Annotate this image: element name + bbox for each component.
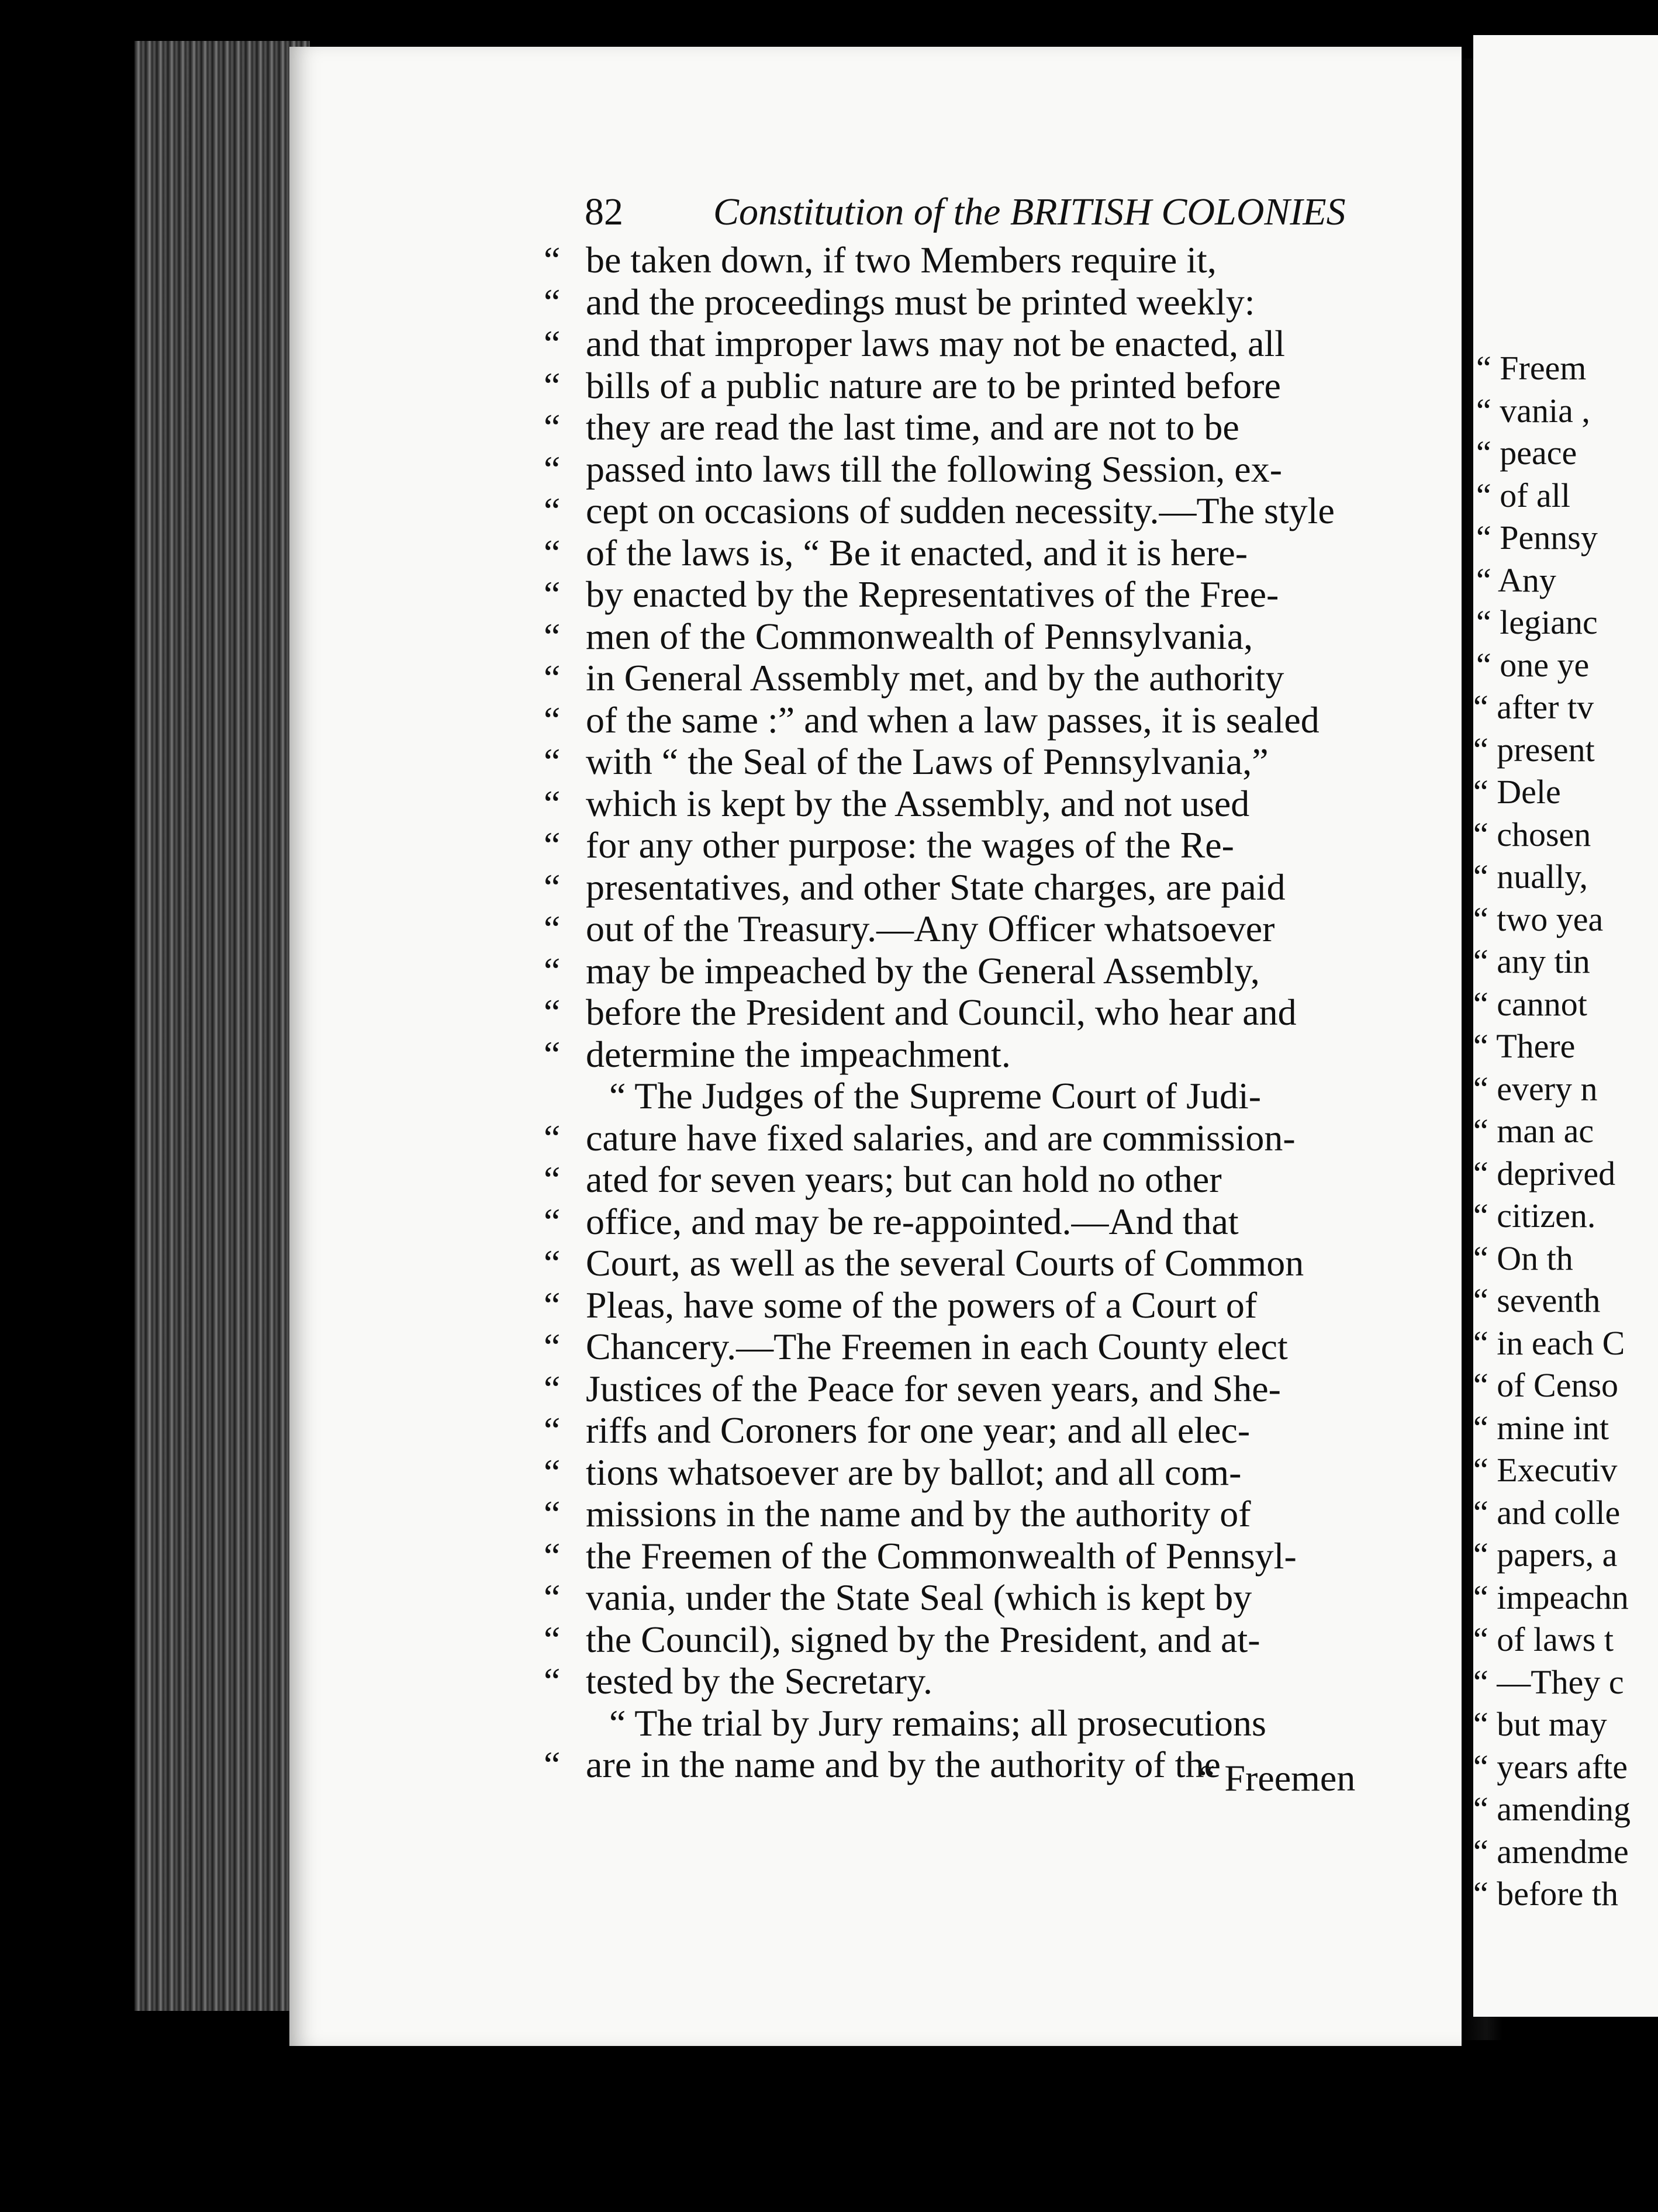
quote-mark: “ — [544, 1159, 561, 1200]
right-text-line: “ after tv — [1473, 688, 1594, 726]
line-text: missions in the name and by the authority of — [586, 1493, 1251, 1534]
text-line — [544, 1494, 1251, 1534]
line-text: are in the name and by the authority of the — [586, 1744, 1221, 1785]
right-text-line: “ deprived — [1473, 1154, 1616, 1193]
text-line — [544, 951, 1260, 991]
quote-mark: “ — [544, 490, 561, 531]
text-line — [544, 992, 1297, 1033]
text-line — [544, 658, 1284, 699]
right-text-line: “ of all — [1476, 476, 1571, 514]
quote-mark: “ — [544, 782, 561, 824]
text-line — [544, 533, 1248, 573]
text-line — [544, 1368, 1281, 1409]
line-text: cept on occasions of sudden necessity.—The style — [586, 490, 1335, 531]
line-text: passed into laws till the following Session, ex- — [586, 448, 1282, 490]
line-text: determine the impeachment. — [586, 1033, 1011, 1075]
quote-mark: “ — [544, 406, 561, 448]
line-text: Court, as well as the several Courts of Common — [586, 1242, 1304, 1284]
line-text: ated for seven years; but can hold no other — [586, 1159, 1222, 1200]
book-fore-edge — [134, 41, 310, 2011]
text-line — [544, 1619, 1260, 1660]
right-text-line: “ chosen — [1473, 815, 1591, 853]
quote-mark: “ — [544, 1577, 561, 1618]
line-text: Pleas, have some of the powers of a Court of — [586, 1284, 1258, 1326]
right-text-line: “ amendme — [1473, 1832, 1629, 1871]
line-text: office, and may be re-appointed.—And that — [586, 1200, 1239, 1242]
text-line — [567, 1076, 1261, 1117]
line-text: Chancery.—The Freemen in each County elect — [586, 1326, 1288, 1367]
quote-mark: “ — [544, 1493, 561, 1534]
quote-mark: “ — [544, 908, 561, 949]
right-text-line: “ one ye — [1476, 645, 1590, 684]
line-text: vania, under the State Seal (which is kept by — [586, 1577, 1252, 1618]
right-text-line: “ present — [1473, 730, 1595, 769]
text-line — [544, 282, 1255, 323]
quote-mark: “ — [544, 824, 561, 866]
line-text: by enacted by the Representatives of the Free- — [586, 573, 1279, 615]
line-text: for any other purpose: the wages of the Re- — [586, 824, 1234, 866]
right-text-line: “ and colle — [1473, 1493, 1621, 1532]
text-line — [544, 1034, 1011, 1075]
text-line — [544, 908, 1274, 949]
right-text-line: “ citizen. — [1473, 1197, 1596, 1235]
catchword: “ Freemen — [1198, 1757, 1356, 1799]
line-text: and the proceedings must be printed weekly: — [586, 281, 1255, 323]
right-text-line: “ of laws t — [1473, 1620, 1614, 1658]
line-text: riffs and Coroners for one year; and all elec- — [586, 1409, 1251, 1451]
line-text: Justices of the Peace for seven years, and She- — [586, 1367, 1281, 1409]
line-text: before the President and Council, who hear and — [586, 991, 1297, 1033]
right-text-line: “ but may — [1473, 1705, 1607, 1743]
text-line — [544, 1410, 1250, 1451]
line-text: the Freemen of the Commonwealth of Pennsyl- — [586, 1534, 1297, 1577]
right-text-line: “ —They c — [1473, 1663, 1624, 1701]
quote-mark: “ — [544, 615, 561, 657]
quote-mark: “ — [544, 991, 561, 1033]
right-text-line: “ Dele — [1473, 773, 1561, 811]
quote-mark: “ — [544, 1409, 561, 1451]
line-text: out of the Treasury.—Any Officer whatsoever — [586, 908, 1275, 949]
line-text: “ The Judges of the Supreme Court of Judi- — [609, 1075, 1262, 1117]
quote-mark: “ — [544, 699, 561, 741]
line-text: of the laws is, “ Be it enacted, and it is here- — [586, 531, 1248, 573]
right-text-line: “ Pennsy — [1476, 519, 1598, 557]
quote-mark: “ — [544, 1242, 561, 1284]
page-header — [585, 181, 1346, 246]
right-text-line: “ cannot — [1473, 984, 1587, 1023]
line-text: tions whatsoever are by ballot; and all com- — [586, 1451, 1242, 1493]
quote-mark: “ — [544, 1033, 561, 1075]
quote-mark: “ — [544, 1200, 561, 1242]
text-line — [544, 1326, 1288, 1367]
right-text-line: “ mine int — [1473, 1408, 1609, 1447]
line-text: cature have fixed salaries, and are commission- — [586, 1117, 1296, 1159]
text-line — [544, 574, 1279, 615]
line-text: which is kept by the Assembly, and not used — [586, 782, 1250, 824]
text-line — [544, 700, 1320, 741]
right-text-line: “ Any — [1476, 561, 1556, 599]
right-text-line: “ every n — [1473, 1069, 1598, 1108]
quote-mark: “ — [544, 1367, 561, 1409]
line-text: men of the Commonwealth of Pennsylvania, — [586, 615, 1253, 657]
quote-mark: “ — [544, 281, 561, 323]
quote-mark: “ — [544, 239, 561, 281]
right-text-line: “ On th — [1473, 1239, 1573, 1277]
line-text: tested by the Secretary. — [586, 1660, 932, 1702]
text-line — [544, 1536, 1297, 1577]
line-text: “ The trial by Jury remains; all prosecutions — [609, 1702, 1266, 1744]
line-text: of the same :” and when a law passes, it is sealed — [586, 699, 1320, 741]
quote-mark: “ — [544, 866, 561, 908]
line-text: they are read the last time, and are not to be — [586, 406, 1239, 448]
right-text-line: “ seventh — [1473, 1281, 1601, 1319]
quote-mark: “ — [544, 448, 561, 490]
quote-mark: “ — [544, 1117, 561, 1159]
line-text: in General Assembly met, and by the authority — [586, 657, 1284, 699]
text-line — [544, 741, 1269, 782]
right-text-line: “ legianc — [1476, 603, 1598, 641]
line-text: and that improper laws may not be enacted, all — [586, 323, 1286, 364]
quote-mark: “ — [544, 1451, 561, 1493]
right-page — [1473, 35, 1658, 2017]
right-text-line: “ impeachn — [1473, 1578, 1629, 1616]
running-title: Constitution of the BRITISH COLONIES — [713, 191, 1346, 233]
text-line — [544, 1243, 1304, 1284]
quote-mark: “ — [544, 531, 561, 573]
quote-mark: “ — [544, 657, 561, 699]
right-text-line: “ Freem — [1476, 349, 1587, 387]
page-number: 82 — [585, 191, 623, 233]
quote-mark: “ — [544, 1534, 561, 1577]
right-text-line: “ There — [1473, 1027, 1576, 1065]
quote-mark: “ — [544, 741, 561, 782]
quote-mark: “ — [544, 1660, 561, 1702]
right-text-line: “ before th — [1473, 1875, 1618, 1913]
line-text: be taken down, if two Members require it, — [586, 239, 1217, 281]
text-line — [544, 1661, 932, 1702]
quote-mark: “ — [544, 1744, 561, 1785]
text-line — [544, 490, 1335, 531]
text-line — [544, 1744, 1221, 1785]
text-line — [544, 1577, 1252, 1618]
quote-mark: “ — [544, 364, 561, 406]
text-line — [544, 240, 1217, 281]
text-line — [544, 365, 1281, 406]
right-text-line: “ years afte — [1473, 1747, 1628, 1786]
quote-mark: “ — [544, 1326, 561, 1367]
line-text: bills of a public nature are to be printed before — [586, 364, 1281, 406]
line-text: with “ the Seal of the Laws of Pennsylvania,” — [586, 741, 1269, 782]
right-text-line: “ Executiv — [1473, 1451, 1618, 1489]
quote-mark: “ — [544, 573, 561, 615]
right-text-line: “ vania , — [1476, 391, 1590, 430]
quote-mark: “ — [544, 949, 561, 991]
text-line — [544, 783, 1249, 824]
line-text: presentatives, and other State charges, are paid — [586, 866, 1286, 908]
line-text: may be impeached by the General Assembly, — [586, 949, 1260, 991]
quote-mark: “ — [544, 1618, 561, 1660]
line-text: the Council), signed by the President, and at- — [586, 1618, 1260, 1660]
right-text-line: “ nually, — [1473, 858, 1588, 896]
right-text-line: “ peace — [1476, 434, 1577, 472]
text-line — [544, 1452, 1241, 1493]
right-text-line: “ in each C — [1473, 1323, 1625, 1362]
right-text-line: “ amending — [1473, 1790, 1631, 1828]
text-line — [544, 449, 1282, 490]
right-text-line: “ of Censo — [1473, 1366, 1619, 1404]
quote-mark: “ — [544, 1284, 561, 1326]
right-text-line: “ two yea — [1473, 900, 1604, 938]
right-text-line: “ man ac — [1473, 1112, 1594, 1150]
text-line — [544, 616, 1253, 657]
right-text-line: “ any tin — [1473, 942, 1590, 980]
quote-mark: “ — [544, 323, 561, 364]
text-line — [544, 1159, 1222, 1200]
text-line — [544, 407, 1239, 448]
text-line — [544, 323, 1285, 364]
text-line — [544, 1201, 1239, 1242]
text-line — [544, 867, 1286, 908]
text-line — [544, 1118, 1296, 1159]
right-text-line: “ papers, a — [1473, 1536, 1618, 1574]
text-line — [544, 1285, 1257, 1326]
text-line — [544, 825, 1234, 866]
text-line — [567, 1703, 1266, 1744]
